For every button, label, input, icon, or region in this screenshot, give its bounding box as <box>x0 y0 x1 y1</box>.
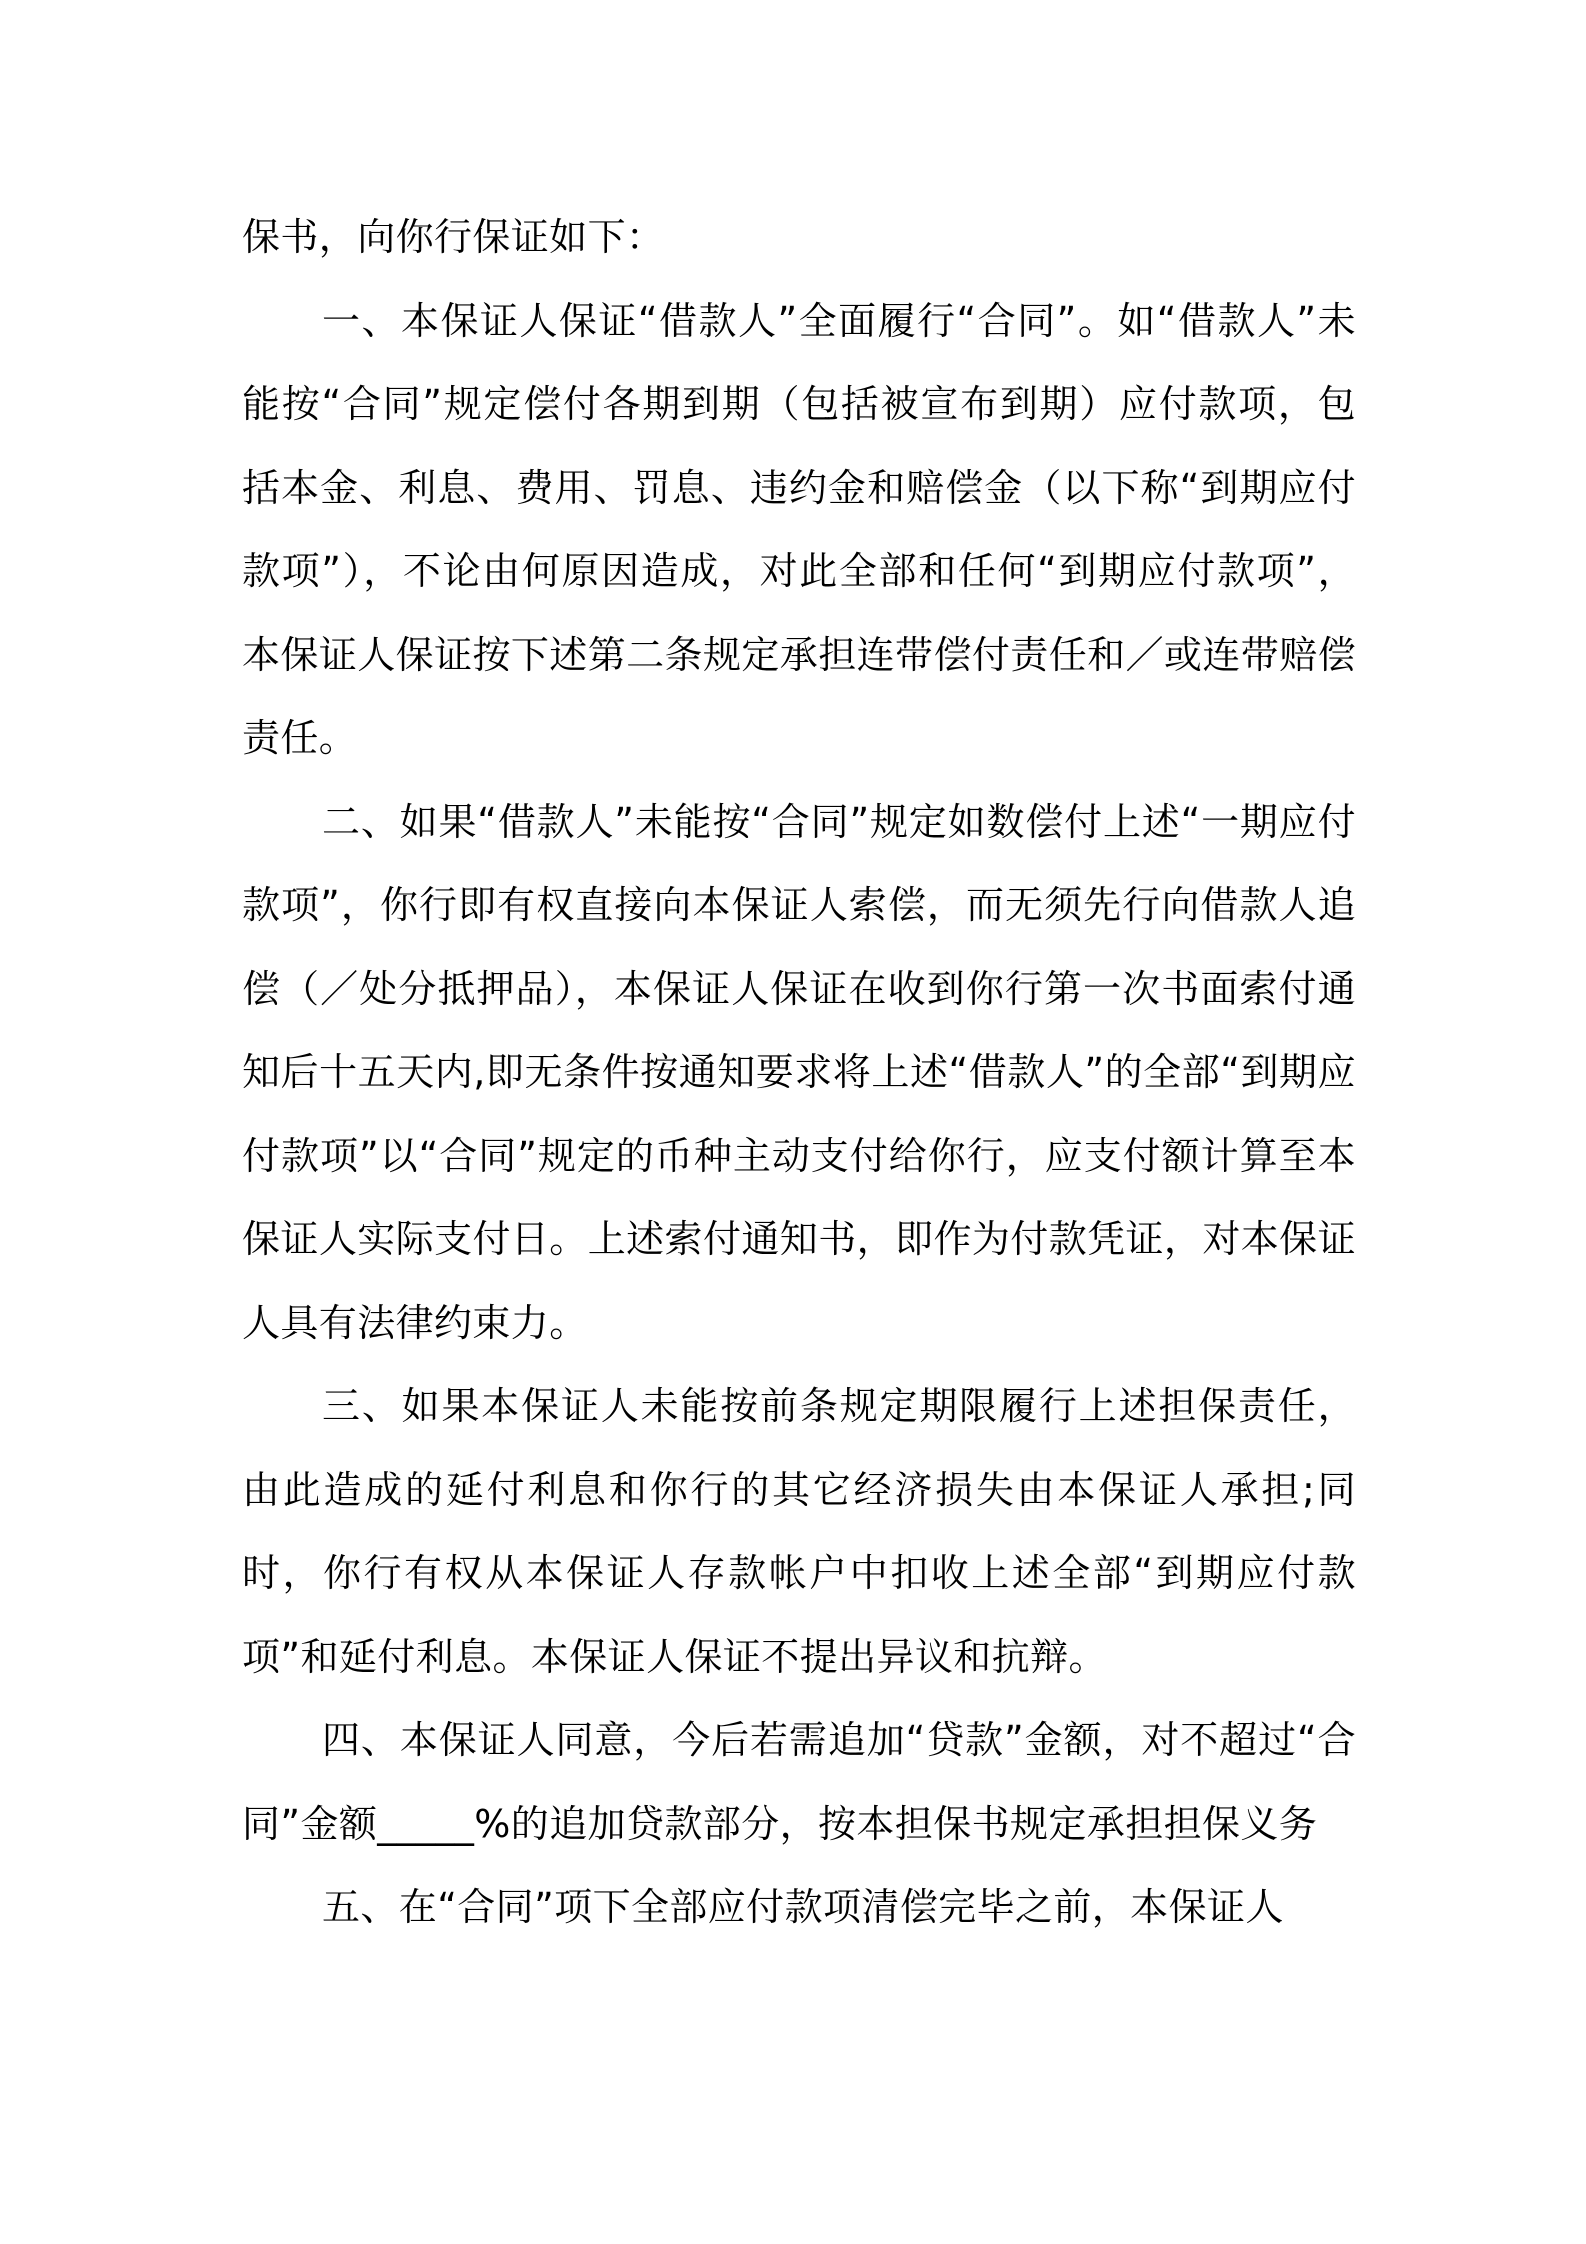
paragraph-clause-4: 四、本保证人同意，今后若需追加“贷款”金额，对不超过“合同”金额_____%的追加贷款部分，按本担保书规定承担担保义务 <box>242 1718 1356 1846</box>
paragraph-clause-1: 一、本保证人保证“借款人”全面履行“合同”。如“借款人”未能按“合同”规定偿付各期到期（包括被宣布到期）应付款项，包括本金、利息、费用、罚息、违约金和赔偿金（以下称“到期应付款项”），不论由何原因造成，对此全部和任何“到期应付款项”，本保证人保证按下述第二条规定承担连带偿付责任和／或连带赔偿责任。 <box>242 298 1356 760</box>
document-body <box>242 196 1356 1950</box>
paragraph-continuation: 保书，向你行保证如下： <box>242 215 665 259</box>
paragraph-clause-3: 三、如果本保证人未能按前条规定期限履行上述担保责任，由此造成的延付利息和你行的其它经济损失由本保证人承担;同时，你行有权从本保证人存款帐户中扣收上述全部“到期应付款项”和延付利息。本保证人保证不提出异议和抗辩。 <box>242 1384 1356 1679</box>
paragraph-clause-5: 五、在“合同”项下全部应付款项清偿完毕之前，本保证人 <box>322 1885 1284 1929</box>
paragraph-clause-2: 二、如果“借款人”未能按“合同”规定如数偿付上述“一期应付款项”，你行即有权直接向本保证人索偿，而无须先行向借款人追偿（／处分抵押品），本保证人保证在收到你行第一次书面索付通知后十五天内,即无条件按通知要求将上述“借款人”的全部“到期应付款项”以“合同”规定的币种主动支付给你行，应支付额计算至本保证人实际支付日。上述索付通知书，即作为付款凭证，对本保证人具有法律约束力。 <box>242 799 1356 1345</box>
